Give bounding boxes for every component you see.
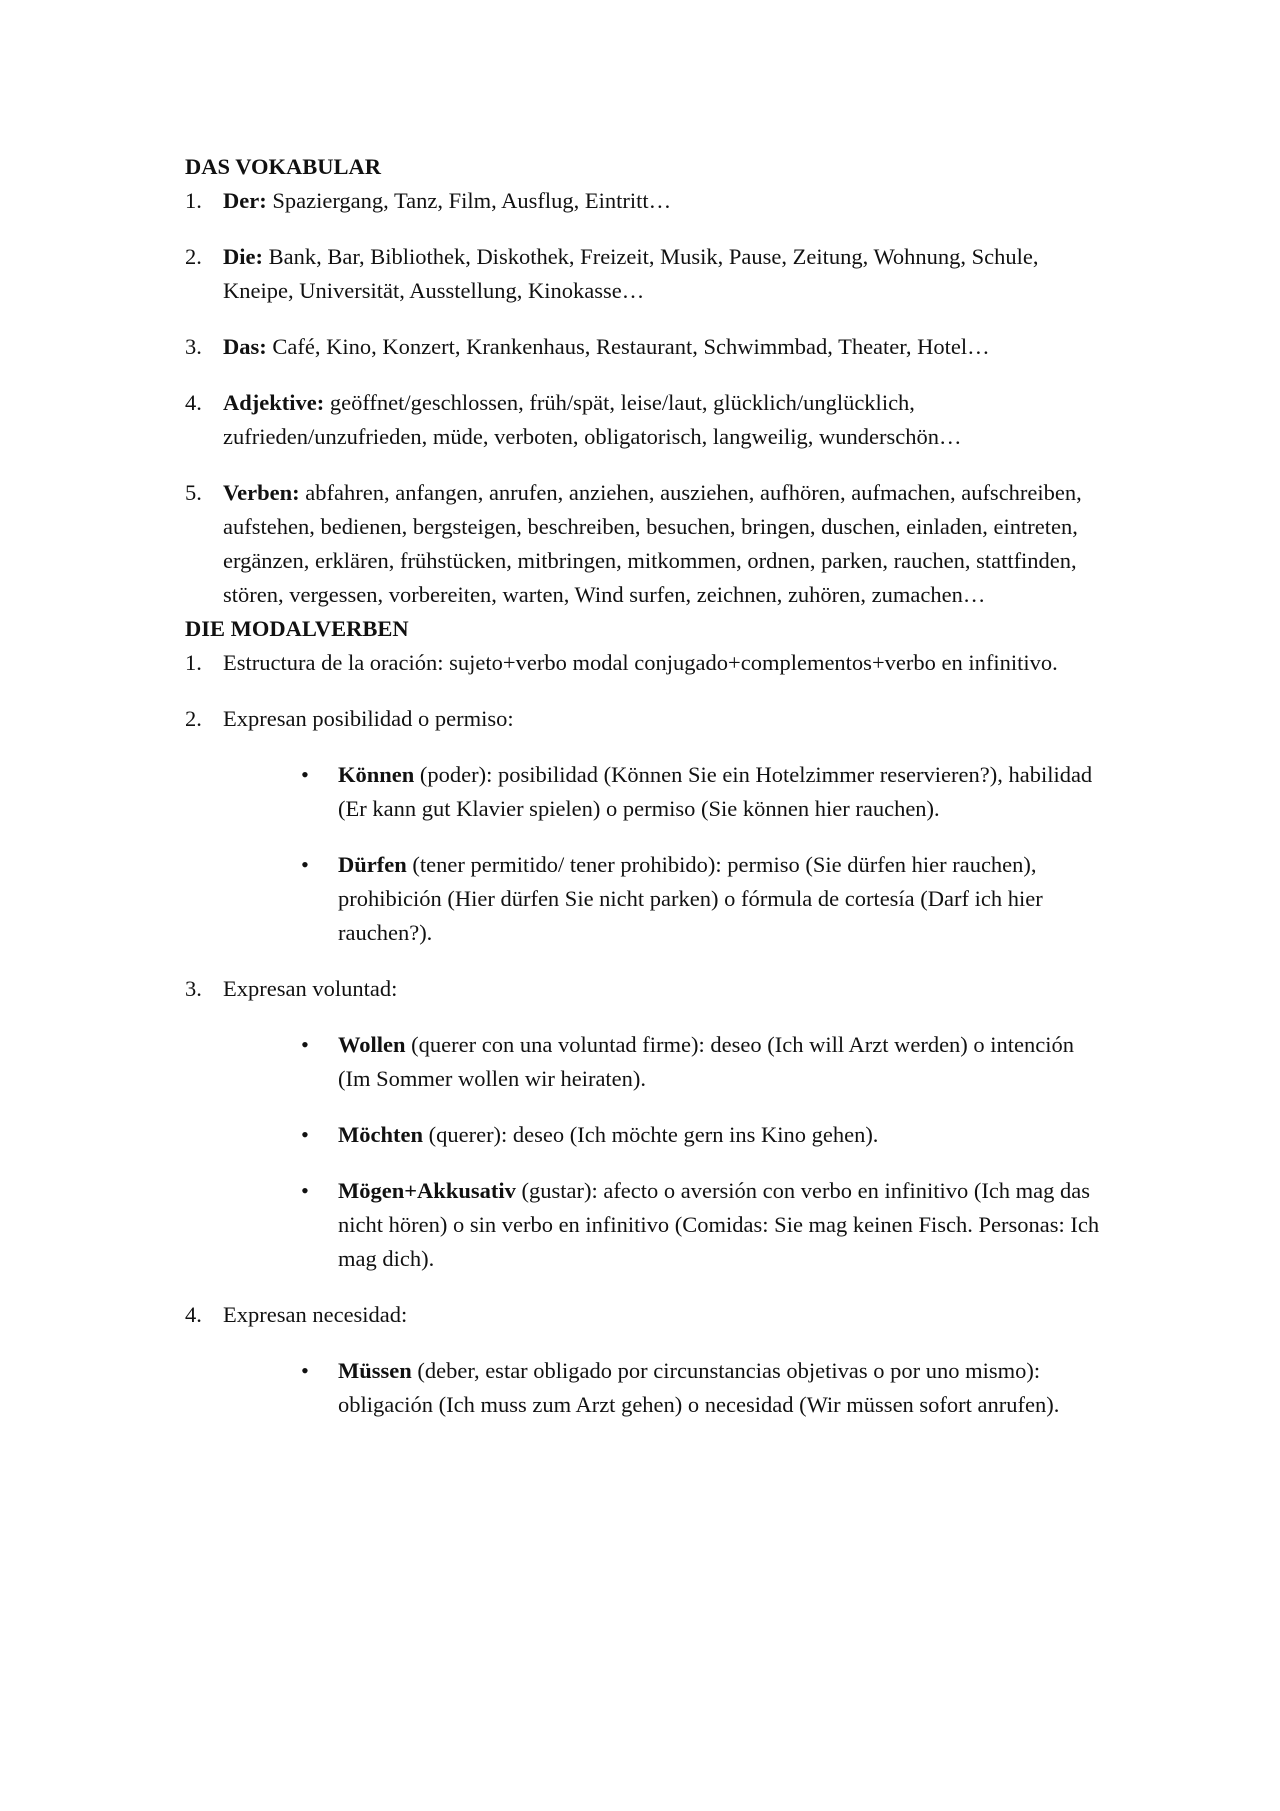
list-number: 3. bbox=[185, 334, 202, 359]
modal-item-volition bbox=[185, 972, 1105, 1276]
modal-item-text: Estructura de la oración: sujeto+verbo modal conjugado+complementos+verbo en infinitivo. bbox=[223, 650, 1058, 675]
modal-item-text: Expresan posibilidad o permiso: bbox=[223, 706, 514, 731]
bullet-item-koennen bbox=[223, 758, 1105, 826]
bullet-item-moechten bbox=[223, 1118, 1105, 1152]
bullet-icon: • bbox=[301, 1122, 309, 1147]
bullet-icon: • bbox=[301, 1358, 309, 1383]
verb-label: Mögen+Akkusativ bbox=[338, 1178, 516, 1203]
vocab-text: Café, Kino, Konzert, Krankenhaus, Restaurant, Schwimmbad, Theater, Hotel… bbox=[266, 334, 990, 359]
vocab-item-adjektive bbox=[185, 386, 1105, 454]
vocab-label: Die: bbox=[223, 244, 263, 269]
verb-label: Können bbox=[338, 762, 415, 787]
list-number: 4. bbox=[185, 390, 202, 415]
verb-text: (querer con una voluntad firme): deseo (Ich will Arzt werden) o intención (Im Sommer wollen wir heiraten). bbox=[338, 1032, 1075, 1091]
bullet-icon: • bbox=[301, 1032, 309, 1057]
vocab-label: Adjektive: bbox=[223, 390, 325, 415]
vocab-text: geöffnet/geschlossen, früh/spät, leise/laut, glücklich/unglücklich, zufrieden/unzufrieden, müde, verboten, obligatorisch, langweilig, wunderschön… bbox=[223, 390, 962, 449]
modal-heading: DIE MODALVERBEN bbox=[185, 616, 409, 641]
vocab-item-verben bbox=[185, 476, 1105, 612]
vocab-list bbox=[185, 184, 1105, 612]
verb-text: (gustar): afecto o aversión con verbo en infinitivo (Ich mag das nicht hören) o sin verbo en infinitivo (Comidas: Sie mag keinen Fisch. Personas: Ich mag dich). bbox=[338, 1178, 1100, 1271]
list-number: 1. bbox=[185, 650, 202, 675]
verb-label: Möchten bbox=[338, 1122, 423, 1147]
list-number: 2. bbox=[185, 706, 202, 731]
vocab-item-das bbox=[185, 330, 1105, 364]
vocab-text: abfahren, anfangen, anrufen, anziehen, ausziehen, aufhören, aufmachen, aufschreiben, aufstehen, bedienen, bergsteigen, beschreiben, besuchen, bringen, duschen, einladen, eintreten, ergänzen, erklären, frühstücken, mitbringen, mitkommen, ordnen, parken, rauchen, stattfinden, stören, vergessen, vorbereiten, warten, Wind surfen, zeichnen, zuhören, zumachen… bbox=[223, 480, 1082, 607]
vocab-text: Spaziergang, Tanz, Film, Ausflug, Eintritt… bbox=[266, 188, 672, 213]
list-number: 2. bbox=[185, 244, 202, 269]
bullet-item-moegen bbox=[223, 1174, 1105, 1276]
bullet-list bbox=[223, 1354, 1105, 1422]
verb-label: Wollen bbox=[338, 1032, 406, 1057]
vocab-label: Verben: bbox=[223, 480, 300, 505]
bullet-icon: • bbox=[301, 762, 309, 787]
bullet-item-wollen bbox=[223, 1028, 1105, 1096]
vocab-item-der bbox=[185, 184, 1105, 218]
modal-list bbox=[185, 646, 1105, 1422]
vocab-text: Bank, Bar, Bibliothek, Diskothek, Freizeit, Musik, Pause, Zeitung, Wohnung, Schule, Kneipe, Universität, Ausstellung, Kinokasse… bbox=[223, 244, 1039, 303]
modal-item-necessity bbox=[185, 1298, 1105, 1422]
list-number: 3. bbox=[185, 976, 202, 1001]
modal-item-structure bbox=[185, 646, 1105, 680]
bullet-item-duerfen bbox=[223, 848, 1105, 950]
bullet-list bbox=[223, 758, 1105, 950]
verb-label: Dürfen bbox=[338, 852, 407, 877]
bullet-icon: • bbox=[301, 852, 309, 877]
bullet-icon: • bbox=[301, 1178, 309, 1203]
verb-text: (poder): posibilidad (Können Sie ein Hotelzimmer reservieren?), habilidad (Er kann gut Klavier spielen) o permiso (Sie können hier rauchen). bbox=[338, 762, 1093, 821]
modal-item-text: Expresan voluntad: bbox=[223, 976, 398, 1001]
modal-item-text: Expresan necesidad: bbox=[223, 1302, 408, 1327]
verb-text: (deber, estar obligado por circunstancias objetivas o por uno mismo): obligación (Ich muss zum Arzt gehen) o necesidad (Wir müssen sofort anrufen). bbox=[338, 1358, 1060, 1417]
vocab-item-die bbox=[185, 240, 1105, 308]
bullet-list bbox=[223, 1028, 1105, 1276]
verb-text: (querer): deseo (Ich möchte gern ins Kino gehen). bbox=[422, 1122, 879, 1147]
list-number: 4. bbox=[185, 1302, 202, 1327]
vocab-label: Der: bbox=[223, 188, 267, 213]
list-number: 1. bbox=[185, 188, 202, 213]
modal-item-possibility bbox=[185, 702, 1105, 950]
vocab-label: Das: bbox=[223, 334, 267, 359]
list-number: 5. bbox=[185, 480, 202, 505]
vocab-heading: DAS VOKABULAR bbox=[185, 154, 382, 179]
document-content bbox=[185, 150, 1105, 1422]
verb-text: (tener permitido/ tener prohibido): permiso (Sie dürfen hier rauchen), prohibición (Hier dürfen Sie nicht parken) o fórmula de cortesía (Darf ich hier rauchen?). bbox=[338, 852, 1043, 945]
verb-label: Müssen bbox=[338, 1358, 412, 1383]
bullet-item-muessen bbox=[223, 1354, 1105, 1422]
